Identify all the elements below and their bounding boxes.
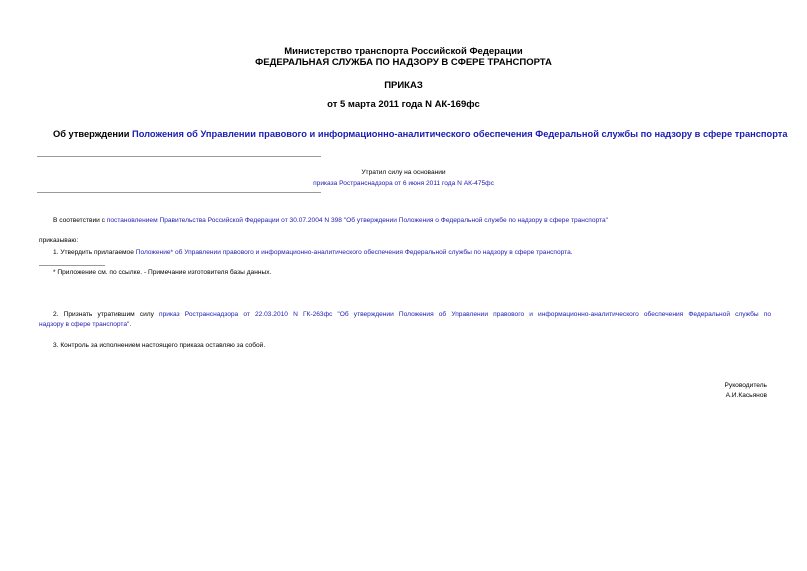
- preamble: [53, 216, 608, 225]
- footnote: * Приложение см. по ссылке. - Примечание изготовителя базы данных.: [53, 269, 272, 276]
- document-type: ПРИКАЗ: [384, 80, 423, 91]
- status-line: Утратил силу на основании: [361, 169, 446, 176]
- preamble-prefix: В соответствии с: [53, 217, 107, 224]
- document-date-number: от 5 марта 2011 года N АК-169фс: [327, 99, 480, 110]
- item-2-suffix: .: [129, 321, 132, 328]
- item-2-line-2: [39, 320, 131, 329]
- service-name: ФЕДЕРАЛЬНАЯ СЛУЖБА ПО НАДЗОРУ В СФЕРЕ ТРАНСПОРТА: [255, 57, 552, 68]
- divider-top: [37, 156, 321, 157]
- item-2-link[interactable]: приказ Ространснадзора от 22.03.2010 N ГК-263фс "Об утверждении Положения об Управлении правового и информационно-аналитического обеспечения Федеральной службы по: [159, 311, 771, 318]
- item-2-link-continued[interactable]: надзору в сфере транспорта": [39, 321, 130, 328]
- title-prefix: Об утверждении: [53, 129, 133, 139]
- item-2-line-1: [53, 310, 771, 319]
- divider-bottom: [37, 192, 321, 193]
- footnote-rule: [39, 265, 105, 266]
- order-word: приказываю:: [39, 237, 79, 244]
- item-3: 3. Контроль за исполнением настоящего приказа оставляю за собой.: [53, 342, 266, 349]
- item-1: [53, 248, 573, 257]
- preamble-link[interactable]: постановлением Правительства Российской Федерации от 30.07.2004 N 398 "Об утверждении Положения о Федеральной службе по надзору в сфере транспорта": [106, 217, 608, 224]
- item-1-link[interactable]: Положение* об Управлении правового и информационно-аналитического обеспечения Федеральной службы по надзору в сфере транспорта.: [135, 249, 573, 256]
- ministry-name: Министерство транспорта Российской Федерации: [284, 46, 523, 57]
- signature-name: А.И.Касьянов: [725, 392, 767, 399]
- signature-position: Руководитель: [724, 382, 767, 389]
- document-title: [53, 129, 788, 139]
- title-link[interactable]: Положения об Управлении правового и информационно-аналитического обеспечения Федеральной службы по надзору в сфере транспорта: [132, 129, 788, 139]
- status-link[interactable]: приказа Ространснадзора от 6 июня 2011 года N АК-475фс: [313, 180, 494, 187]
- item-1-prefix: 1. Утвердить прилагаемое: [53, 249, 136, 256]
- item-2-prefix: 2. Признать утратившим силу: [53, 311, 160, 318]
